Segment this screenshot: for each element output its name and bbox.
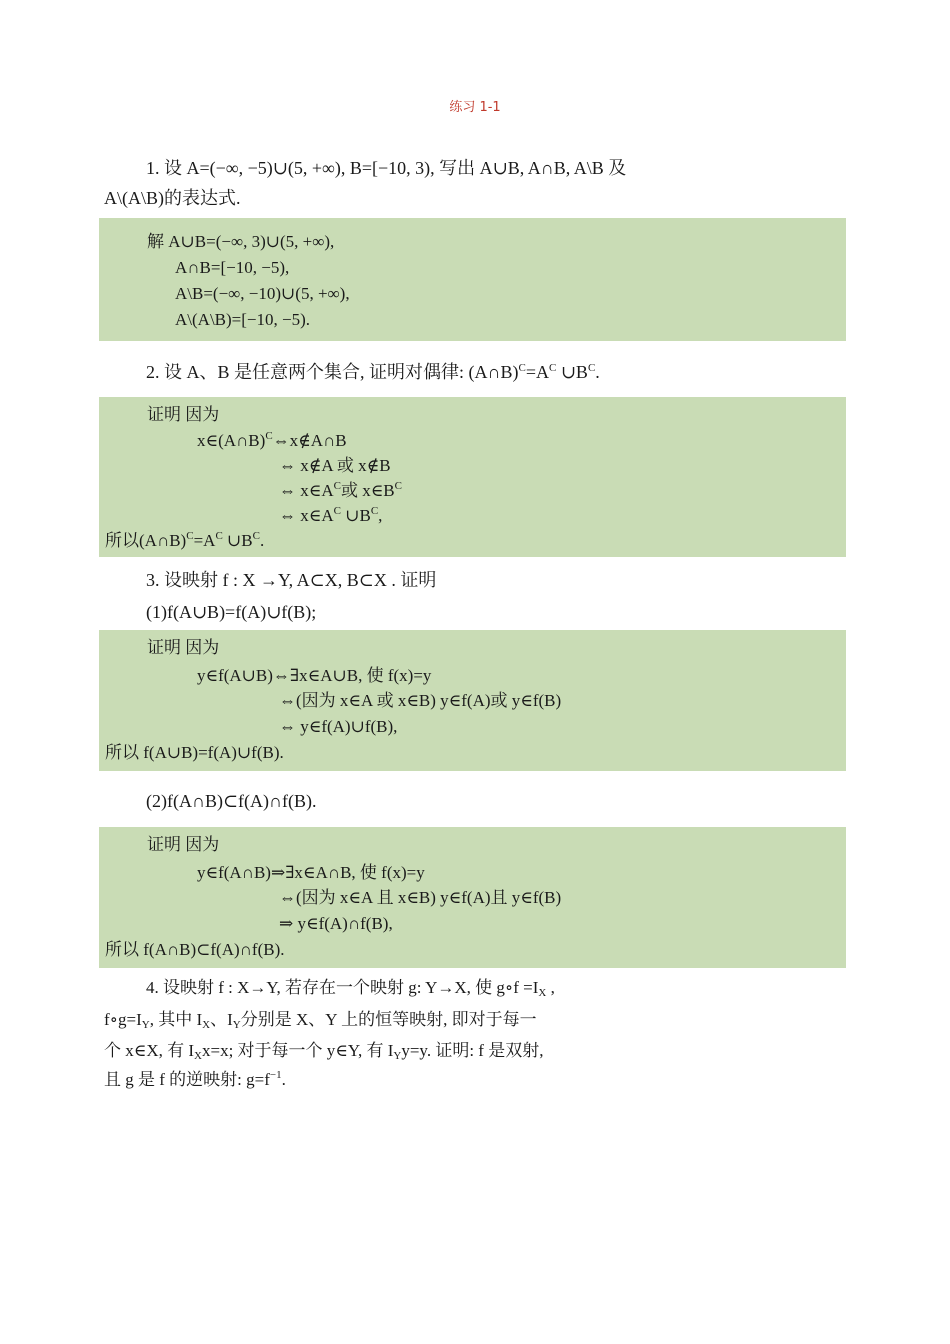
solution-1-line-3: A\B=(−∞, −10)∪(5, +∞), (175, 284, 350, 303)
proof-3-2-line-1: y∈f(A∩B)⇒∃x∈A∩B, 使 f(x)=y (197, 863, 425, 882)
proof-box-3-2 (99, 827, 846, 968)
proof-2-line-4: ⇔ $x\in A^C$ $\cup B^C$, (279, 505, 383, 525)
problem-2-statement: 2. 设 A、B 是任意两个集合, 证明对偶律: $(A\cap B)^C=A^C$ $\cup B^C$. (146, 362, 600, 382)
solution-1-line-4: A\(A\B)=[−10, −5). (175, 310, 310, 329)
problem-1-line-1: 1. 设 A=(−∞, −5)∪(5, +∞), B=[−10, 3), 写出 A∪B, A∩B, A\B 及 (146, 158, 627, 178)
proof-3-2-conclusion: 所以 f(A∩B)⊂f(A)∩f(B). (105, 940, 285, 959)
proof-3-1-heading: 证明 因为 (147, 638, 220, 657)
proof-3-1-conclusion: 所以 f(A∪B)=f(A)∪f(B). (105, 743, 284, 762)
proof-2-conclusion: 所以$(A\cap B)^C=A^C$ $\cup B^C$. (105, 530, 265, 550)
proof-2-line-2: ⇔ x∉A 或 x∉B (279, 456, 391, 475)
problem-3-statement: 3. 设映射 f : X →Y, A⊂X, B⊂X . 证明 (146, 570, 437, 590)
solution-1-line-2: A∩B=[−10, −5), (175, 258, 290, 277)
proof-3-1-line-1: y∈f(A∪B)⇔∃x∈A∪B, 使 f(x)=y (197, 666, 432, 685)
solution-1-line-1: 解 A∪B=(−∞, 3)∪(5, +∞), (147, 232, 335, 251)
problem-3-part-2: (2)f(A∩B)⊂f(A)∩f(B). (146, 791, 317, 811)
proof-2-line-3: ⇔ $x\in A^C$或 $x\in B^C$ (279, 480, 402, 500)
problem-4-line-1: 4. 设映射 f : X→Y, 若存在一个映射 g: Y→X, 使 g∘f $=I_X$ , (146, 978, 555, 999)
proof-3-1-line-2: ⇔(因为 x∈A 或 x∈B) y∈f(A)或 y∈f(B) (279, 691, 562, 710)
proof-box-3-1 (99, 630, 846, 771)
proof-box-2 (99, 397, 846, 557)
proof-3-2-heading: 证明 因为 (147, 835, 220, 854)
problem-4-line-3: 个 x∈X, 有 $I_Xx=x$; 对于每一个 y∈Y, 有 $I_Yy=y$. 证明: f 是双射, (104, 1041, 544, 1062)
proof-3-1-line-3: ⇔ y∈f(A)∪f(B), (279, 717, 398, 736)
page-title: 练习 1-1 (449, 100, 501, 115)
problem-1-line-2: A\(A\B)的表达式. (104, 188, 241, 208)
problem-3-part-1: (1)f(A∪B)=f(A)∪f(B); (146, 602, 317, 622)
problem-4-line-2: $f\circ g=I_Y$, 其中 $I_X$、$I_Y$分别是 X、Y 上的恒等映射, 即对于每一 (104, 1010, 537, 1031)
proof-2-heading: 证明 因为 (147, 405, 220, 424)
proof-3-2-line-3: ⇒ y∈f(A)∩f(B), (279, 914, 393, 933)
proof-2-line-1: x∈(A∩B)$^C$⇔x∉A∩B (197, 430, 347, 450)
problem-4-line-4: 且 g 是 f 的逆映射: $g=f^{-1}$. (104, 1069, 286, 1089)
solution-box-1 (99, 218, 846, 341)
proof-3-2-line-2: ⇔(因为 x∈A 且 x∈B) y∈f(A)且 y∈f(B) (279, 888, 562, 907)
